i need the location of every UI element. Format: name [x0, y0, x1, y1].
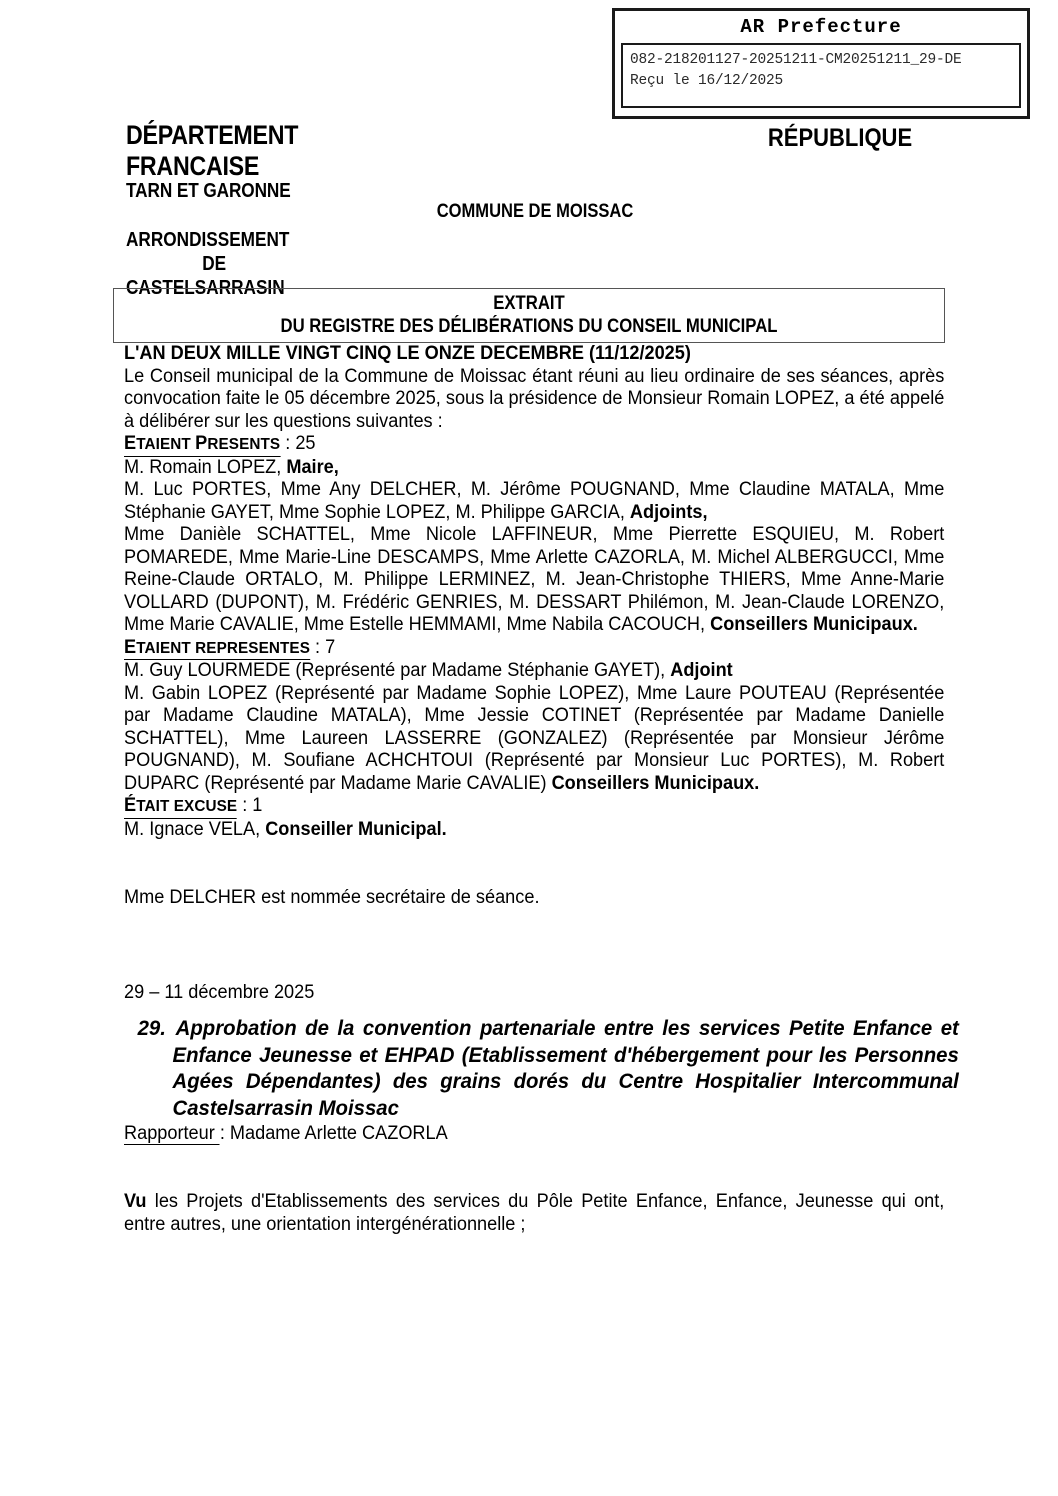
deliberation-number: 29. — [137, 1017, 166, 1040]
extrait-line-2: DU REGISTRE DES DÉLIBÉRATIONS DU CONSEIL MUNICIPAL — [280, 316, 778, 338]
stamp-received-date: Reçu le 16/12/2025 — [630, 73, 784, 90]
session-intro: Le Conseil municipal de la Commune de Moissac étant réuni au lieu ordinaire de ses séances, après convocation faite le 05 décembre 2025, sous la présidence de Monsieur Romain LOPEZ, a été appelé à délibérer sur les questions suivantes : — [124, 365, 945, 432]
represented-heading — [124, 637, 944, 661]
stamp-details — [621, 43, 1021, 108]
presents-label: ETAIENT PRESENTS — [124, 433, 280, 457]
vu-paragraph — [124, 1191, 944, 1236]
presents-count: : 25 — [285, 433, 316, 454]
stamp-reference: 082-218201127-20251211-CM20251211_29-DE — [630, 52, 962, 68]
presents-heading — [124, 433, 944, 457]
secretary-line: Mme DELCHER est nommée secrétaire de séance. — [124, 887, 540, 908]
adjoints-line: M. Luc PORTES, Mme Any DELCHER, M. Jérôme POUGNAND, Mme Claudine MATALA, Mme Stéphanie GAYET, Mme Sophie LOPEZ, M. Philippe GARCIA, Adjoints, — [124, 479, 945, 523]
represented-conseillers-line: M. Gabin LOPEZ (Représenté par Madame Sophie LOPEZ), Mme Laure POUTEAU (Représentée par Madame Claudine MATALA), Mme Jessie COTINET (Représentée par Madame Danielle SCHATTEL), Mme Laureen LASSERRE (GONZALEZ) (Représentée par Monsieur Jérôme POUGNAND), M. Soufiane ACHCHTOUI (Représenté par Monsieur Luc PORTES), M. Robert DUPARC (Représenté par Madame Marie CAVALIE) Conseillers Municipaux. — [124, 682, 945, 794]
deliberation-title-text: Approbation de la convention partenariale entre les services Petite Enfance et Enfance Jeunesse et EHPAD (Etablissement d'hébergement pour les Personnes Agées Dépendantes) des grains dorés du Centre Hospitalier Intercommunal Castelsarrasin Moissac — [172, 1017, 959, 1120]
represented-count: : 7 — [315, 636, 336, 658]
vu-text: les Projets d'Etablissements des services du Pôle Petite Enfance, Enfance, Jeunesse qui ont, entre autres, une orientation intergénérationnelle ; — [124, 1191, 945, 1235]
department-line-2: FRANCAISE — [126, 151, 260, 182]
excused-heading — [124, 795, 944, 819]
deliberation-reference: 29 – 11 décembre 2025 — [124, 981, 315, 1003]
department-heading — [126, 120, 410, 183]
represented-label: ETAIENT REPRESENTES — [124, 637, 310, 661]
conseillers-presents-line: Mme Danièle SCHATTEL, Mme Nicole LAFFINEUR, Mme Pierrette ESQUIEU, M. Robert POMAREDE, Mme Marie-Line DESCAMPS, Mme Arlette CAZORLA, M. Michel ALBERGUCCI, Mme Reine-Claude ORTALO, M. Philippe LERMINEZ, M. Jean-Christophe THIERS, Mme Anne-Marie VOLLARD (DUPONT), M. Frédéric GENRIES, M. DESSART Philémon, M. Jean-Claude LORENZO, Mme Marie CAVALIE, Mme Estelle HEMMAMI, Mme Nabila CACOUCH, Conseillers Municipaux. — [124, 524, 945, 635]
ar-prefecture-stamp — [612, 8, 1030, 119]
republique-heading: RÉPUBLIQUE — [767, 124, 913, 152]
vu-prefix: Vu — [124, 1191, 147, 1213]
arrondissement-line-3: CASTELSARRASIN — [126, 277, 285, 299]
rapporteur-value: : Madame Arlette CAZORLA — [219, 1122, 448, 1144]
session-date-heading: L'AN DEUX MILLE VINGT CINQ LE ONZE DECEMBRE (11/12/2025) — [124, 343, 691, 364]
extrait-line-1: EXTRAIT — [493, 293, 565, 314]
department-name: TARN ET GARONNE — [126, 180, 291, 202]
department-line-1: DÉPARTEMENT — [126, 120, 299, 150]
commune-heading: COMMUNE DE MOISSAC — [436, 201, 634, 222]
arrondissement-line-1: ARRONDISSEMENT — [126, 229, 290, 251]
excused-label: ÉTAIT EXCUSE — [124, 795, 237, 819]
arrondissement-line-2: DE — [202, 253, 227, 275]
extrait-box — [113, 288, 945, 343]
rapporteur-line — [124, 1123, 944, 1146]
rapporteur-label: Rapporteur — [124, 1122, 220, 1144]
deliberation-title — [124, 1016, 959, 1123]
excused-count: : 1 — [242, 795, 263, 816]
represented-adjoint-line: M. Guy LOURMEDE (Représenté par Madame Stéphanie GAYET), Adjoint — [124, 660, 733, 681]
maire-line: M. Romain LOPEZ, Maire, — [124, 456, 339, 478]
stamp-title: AR Prefecture — [740, 16, 902, 38]
deliberation-body — [124, 343, 959, 1236]
excused-member-line: M. Ignace VELA, Conseiller Municipal. — [124, 818, 447, 840]
